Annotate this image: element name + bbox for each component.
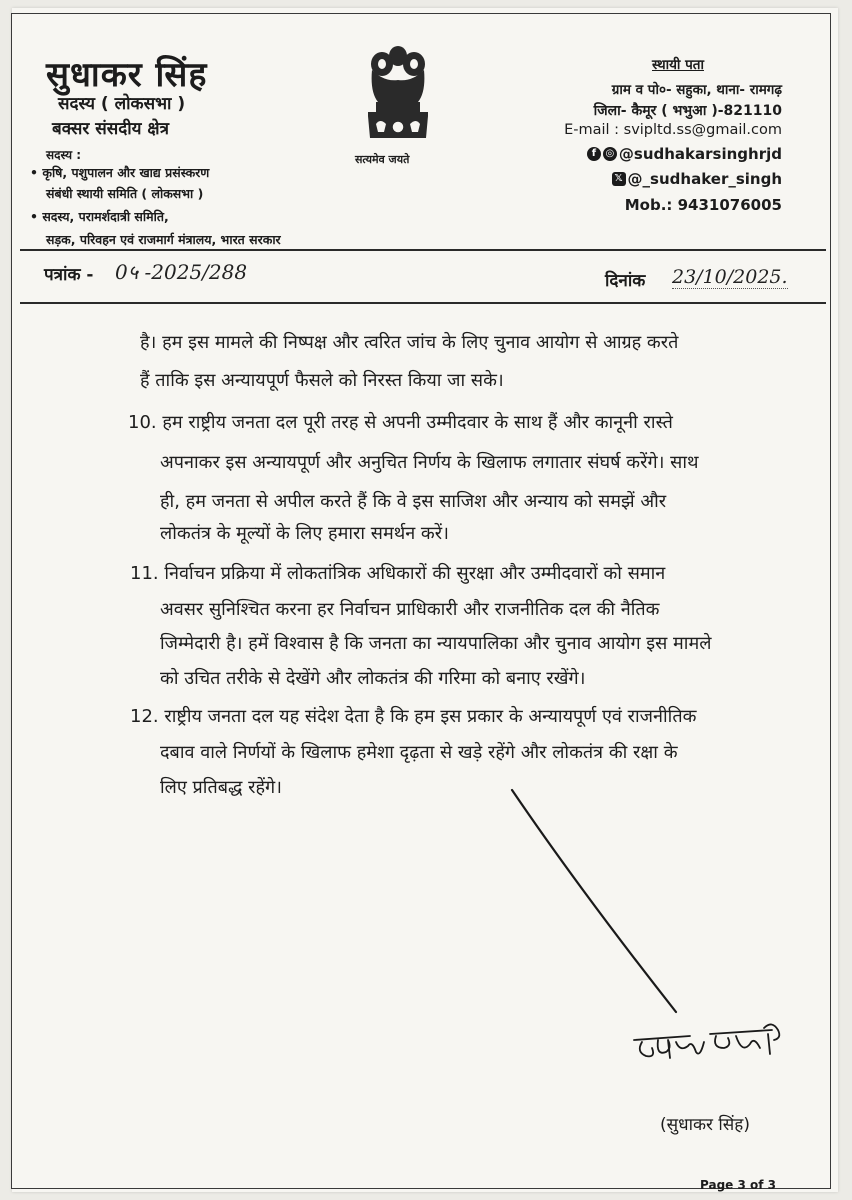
facebook-instagram-handle-text: @sudhakarsinghrjd — [618, 145, 782, 163]
body-line: ही, हम जनता से अपील करते हैं कि वे इस साजिश और अन्याय को समझें और — [160, 491, 667, 512]
ashoka-emblem-icon — [360, 42, 436, 152]
x-handle — [612, 170, 782, 188]
reference-label: पत्रांक - — [44, 265, 94, 285]
body-line: है। हम इस मामले की निष्पक्ष और त्वरित जांच के लिए चुनाव आयोग से आग्रह करते — [140, 332, 679, 353]
body-line: 11. निर्वाचन प्रक्रिया में लोकतांत्रिक अधिकारों की सुरक्षा और उम्मीदवारों को समान — [130, 563, 666, 584]
membership-item-2-line1: • सदस्य, परामर्शदात्री समिति, — [30, 209, 169, 224]
page-number: Page 3 of 3 — [700, 1178, 776, 1192]
facebook-icon: f — [587, 147, 601, 161]
email-text: E-mail : svipltd.ss@gmail.com — [564, 122, 782, 138]
x-handle-text: @_sudhaker_singh — [627, 170, 782, 188]
emblem-motto: सत्यमेव जयते — [355, 153, 410, 166]
membership-item-1-line1: • कृषि, पशुपालन और खाद्य प्रसंस्करण — [30, 165, 210, 180]
date-label: दिनांक — [605, 271, 646, 291]
mobile-number: Mob.: 9431076005 — [624, 196, 782, 214]
mp-name: सुधाकर सिंह — [46, 55, 208, 95]
x-icon: 𝕏 — [612, 172, 626, 186]
reference-number: 0५ -2025/288 — [115, 260, 248, 284]
body-line: अपनाकर इस अन्यायपूर्ण और अनुचित निर्णय के खिलाफ लगातार संघर्ष करेंगे। साथ — [160, 452, 699, 473]
membership-item-1-line2: संबंधी स्थायी समिति ( लोकसभा ) — [46, 186, 204, 201]
mp-house: सदस्य ( लोकसभा ) — [58, 94, 186, 114]
body-line: 12. राष्ट्रीय जनता दल यह संदेश देता है कि हम इस प्रकार के अन्यायपूर्ण एवं राजनीतिक — [130, 706, 697, 727]
body-line: हैं ताकि इस अन्यायपूर्ण फैसले को निरस्त किया जा सके। — [140, 370, 504, 391]
body-line: अवसर सुनिश्चित करना हर निर्वाचन प्राधिकारी और राजनीतिक दल की नैतिक — [160, 599, 660, 620]
body-line: लोकतंत्र के मूल्यों के लिए हमारा समर्थन करें। — [160, 523, 449, 544]
body-line: लिए प्रतिबद्ध रहेंगे। — [160, 777, 282, 798]
signatory-name: (सुधाकर सिंह) — [660, 1115, 750, 1135]
mp-constituency: बक्सर संसदीय क्षेत्र — [52, 119, 169, 139]
instagram-icon: ◎ — [603, 147, 617, 161]
reference-divider — [20, 302, 826, 304]
address-line1: ग्राम व पो०- सहुका, थाना- रामगढ़ — [611, 82, 782, 98]
membership-title: सदस्य : — [46, 148, 82, 162]
date-value: 23/10/2025. — [672, 266, 788, 288]
body-line: को उचित तरीके से देखेंगे और लोकतंत्र की गरिमा को बनाए रखेंगे। — [160, 668, 586, 689]
pen-stroke — [500, 780, 690, 1020]
address-title: स्थायी पता — [652, 57, 704, 73]
body-line: जिम्मेदारी है। हमें विश्वास है कि जनता का न्यायपालिका और चुनाव आयोग इस मामले — [160, 633, 712, 654]
address-line2: जिला- कैमूर ( भभुआ )-821110 — [593, 103, 782, 119]
signature-mark — [632, 1018, 812, 1078]
letterhead-divider — [20, 249, 826, 251]
body-line: 10. हम राष्ट्रीय जनता दल पूरी तरह से अपनी उम्मीदवार के साथ हैं और कानूनी रास्ते — [128, 412, 673, 433]
membership-item-2-line2: सड़क, परिवहन एवं राजमार्ग मंत्रालय, भारत सरकार — [46, 232, 281, 247]
facebook-instagram-handle — [587, 145, 782, 163]
body-line: दबाव वाले निर्णयों के खिलाफ हमेशा दृढ़ता से खड़े रहेंगे और लोकतंत्र की रक्षा के — [160, 742, 678, 763]
